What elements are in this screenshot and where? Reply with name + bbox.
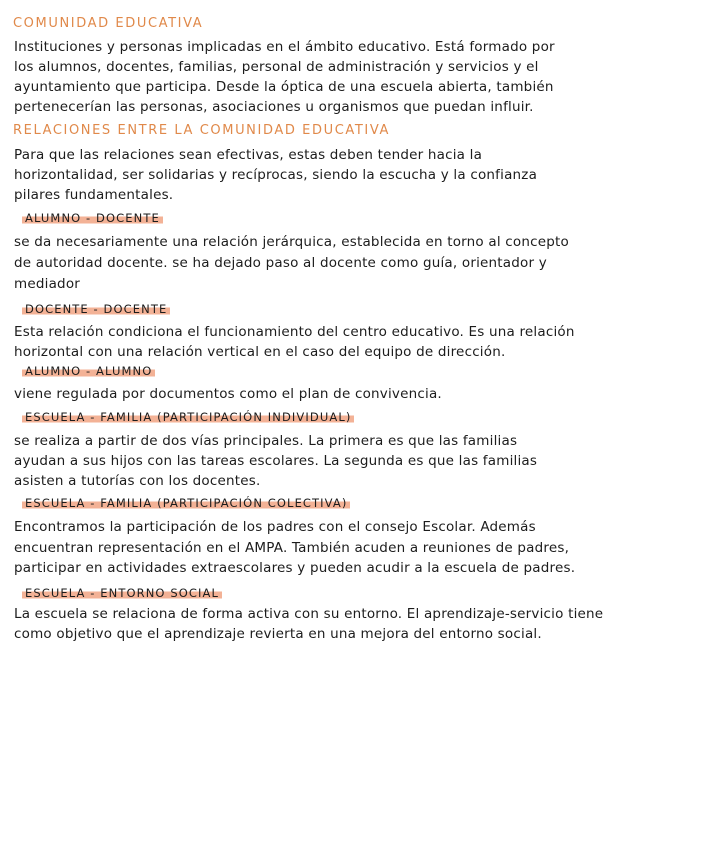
text-line: ayudan a sus hijos con las tareas escolares. La segunda es que las familias — [14, 453, 538, 469]
text-line: pertenecerían las personas, asociaciones u organismos que puedan influir. — [14, 99, 534, 115]
text-line: pilares fundamentales. — [14, 187, 174, 203]
relation-label-escuela-entorno: ESCUELA - ENTORNO SOCIAL — [22, 586, 222, 600]
relation-label-docente-docente: DOCENTE - DOCENTE — [22, 302, 170, 316]
section-heading-comunidad: COMUNIDAD EDUCATIVA — [13, 16, 204, 31]
text-line: Instituciones y personas implicadas en el ámbito educativo. Está formado por — [14, 39, 555, 55]
text-line: Esta relación condiciona el funcionamiento del centro educativo. Es una relación — [14, 324, 575, 340]
text-line: se da necesariamente una relación jerárquica, establecida en torno al concepto — [14, 234, 569, 250]
relation-label-escuela-familia-colectiva: ESCUELA - FAMILIA (PARTICIPACIÓN COLECTIVA) — [22, 496, 350, 510]
text-line: ayuntamiento que participa. Desde la óptica de una escuela abierta, también — [14, 79, 554, 95]
text-line: como objetivo que el aprendizaje revierta en una mejora del entorno social. — [14, 626, 542, 642]
relation-label-alumno-alumno: ALUMNO - ALUMNO — [22, 364, 155, 378]
text-line: de autoridad docente. se ha dejado paso al docente como guía, orientador y — [14, 255, 547, 271]
text-line: Para que las relaciones sean efectivas, estas deben tender hacia la — [14, 147, 483, 163]
text-line: viene regulada por documentos como el plan de convivencia. — [14, 386, 442, 402]
relation-label-escuela-familia-individual: ESCUELA - FAMILIA (PARTICIPACIÓN INDIVIDUAL) — [22, 410, 354, 424]
text-line: asisten a tutorías con los docentes. — [14, 473, 261, 489]
text-line: se realiza a partir de dos vías principales. La primera es que las familias — [14, 433, 518, 449]
section-heading-relaciones: RELACIONES ENTRE LA COMUNIDAD EDUCATIVA — [13, 123, 390, 138]
text-line: los alumnos, docentes, familias, personal de administración y servicios y el — [14, 59, 539, 75]
text-line: La escuela se relaciona de forma activa con su entorno. El aprendizaje-servicio tiene — [14, 606, 604, 622]
text-line: participar en actividades extraescolares y pueden acudir a la escuela de padres. — [14, 560, 576, 576]
text-line: encuentran representación en el AMPA. También acuden a reuniones de padres, — [14, 540, 570, 556]
text-line: horizontal con una relación vertical en el caso del equipo de dirección. — [14, 344, 506, 360]
relation-label-alumno-docente: ALUMNO - DOCENTE — [22, 211, 163, 225]
text-line: Encontramos la participación de los padres con el consejo Escolar. Además — [14, 519, 536, 535]
text-line: horizontalidad, ser solidarias y recíprocas, siendo la escucha y la confianza — [14, 167, 538, 183]
text-line: mediador — [14, 276, 81, 292]
